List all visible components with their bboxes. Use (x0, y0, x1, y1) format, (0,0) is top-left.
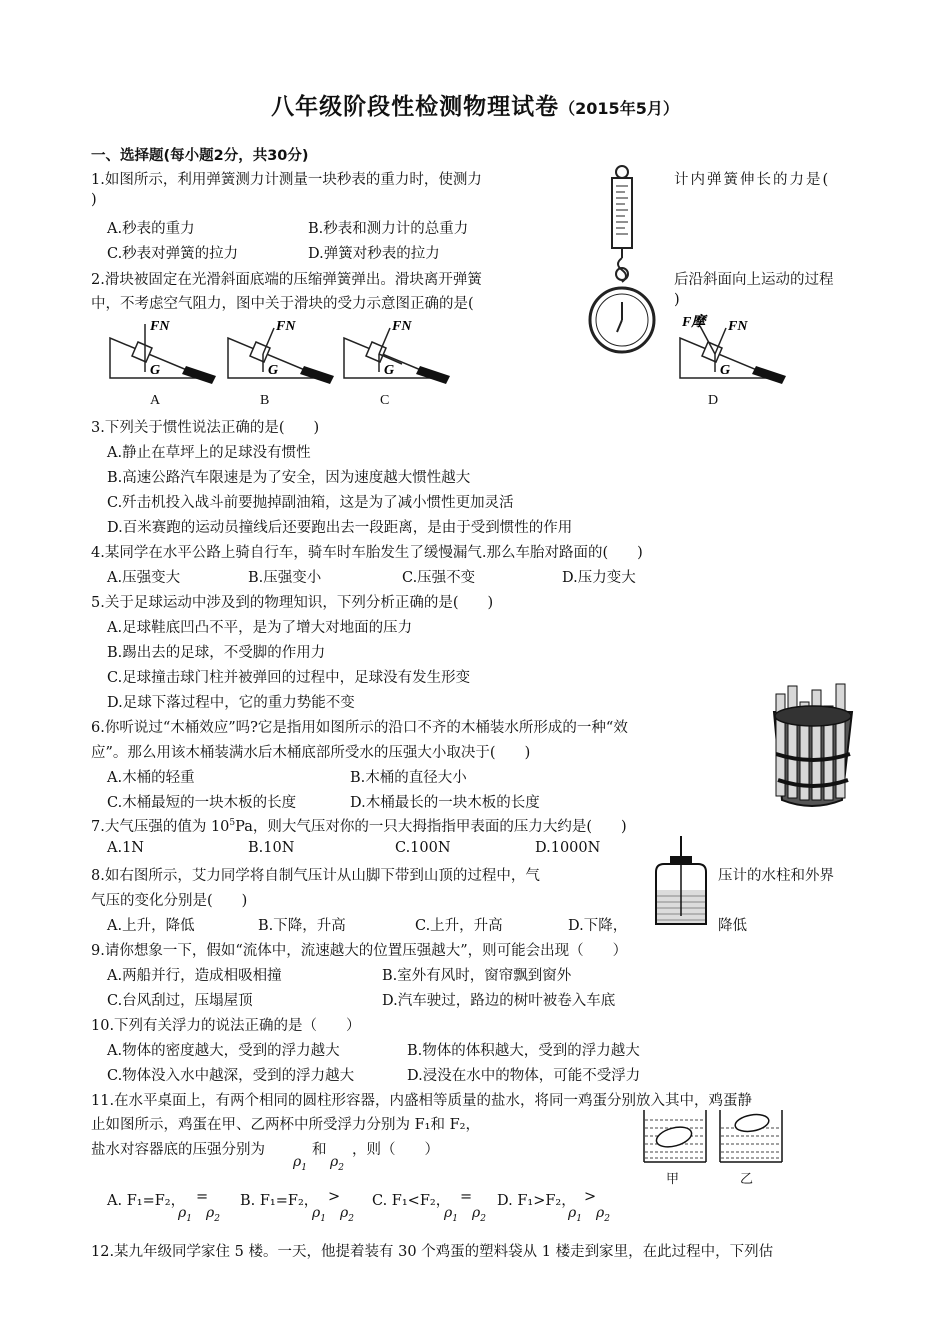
q1-stem-b: 计内弹簧伸长的力是( (674, 172, 831, 188)
q8-option-a: A.上升，降低 (107, 918, 195, 934)
incline-figure-a (108, 318, 218, 383)
force-label: G (268, 363, 279, 378)
q7-stem-pre: 7.大气压强的值为 10 (91, 819, 230, 835)
q1-option-c: C.秒表对弹簧的拉力 (107, 246, 239, 262)
force-label: G (720, 363, 731, 378)
beakers-figure (640, 1110, 790, 1165)
q8-stem-c: 气压的变化分别是( ) (91, 893, 248, 909)
q11-stem-c: 盐水对容器底的压强分别为 (91, 1142, 265, 1158)
q3-option-c: C.歼击机投入战斗前要抛掉副油箱，这是为了减小惯性更加灵活 (107, 495, 514, 511)
exam-title-main: 八年级阶段性检测物理试卷 (271, 94, 560, 120)
q4-option-b: B.压强变小 (248, 570, 322, 586)
q11-option-d: D. F₁>F₂， (497, 1193, 576, 1209)
incline-figure-b (226, 318, 336, 383)
fig-label-c: C (380, 393, 390, 408)
q11-option-b-rel: > (328, 1189, 341, 1205)
q2-stem-b: 后沿斜面向上运动的过程 (674, 272, 834, 288)
q4-option-a: A.压强变大 (107, 570, 181, 586)
rho-symbol: $\rho_1$ (293, 1154, 307, 1173)
section-heading: 一、选择题(每小题2分，共30分) (91, 148, 309, 164)
force-label: G (150, 363, 161, 378)
q9-stem: 9.请你想象一下，假如“流体中，流速越大的位置压强越大”，则可能会出现（ ） (91, 943, 628, 959)
force-label: FN (728, 319, 748, 334)
q11-stem-b: 止如图所示，鸡蛋在甲、乙两杯中所受浮力分别为 F₁和 F₂， (91, 1117, 480, 1133)
q8-option-d: D.下降， (568, 918, 628, 934)
q1-option-b: B.秒表和测力计的总重力 (308, 221, 469, 237)
q5-option-c: C.足球撞击球门柱并被弹回的过程中，足球没有发生形变 (107, 670, 471, 686)
cup-label-jia: 甲 (666, 1172, 680, 1187)
q11-stem-e: ，则（ ） (352, 1142, 439, 1158)
q7-stem (91, 815, 627, 836)
q7-option-d: D.1000N (535, 840, 601, 856)
spring-scale-figure (585, 162, 665, 362)
q11-option-a: A. F₁=F₂， (107, 1193, 186, 1209)
q5-stem: 5.关于足球运动中涉及到的物理知识，下列分析正确的是( ) (91, 595, 494, 611)
rho-symbol: $\rho_2$ (596, 1205, 610, 1224)
q4-option-c: C.压强不变 (402, 570, 476, 586)
q6-option-d: D.木桶最长的一块木板的长度 (350, 795, 540, 811)
q2-stem-c: 中，不考虑空气阻力，图中关于滑块的受力示意图正确的是( (91, 296, 474, 312)
wooden-bucket-figure (766, 684, 858, 810)
q3-stem: 3.下列关于惯性说法正确的是( ) (91, 420, 320, 436)
q8-stem-a: 8.如右图所示，艾力同学将自制气压计从山脚下带到山顶的过程中，气 (91, 868, 540, 884)
q11-option-d-rel: > (584, 1189, 597, 1205)
force-label: F摩 (682, 315, 706, 330)
q10-option-b: B.物体的体积越大，受到的浮力越大 (407, 1043, 640, 1059)
force-label: G (384, 363, 395, 378)
q5-option-d: D.足球下落过程中，它的重力势能不变 (107, 695, 355, 711)
q6-stem-b: 应”。那么用该木桶装满水后木桶底部所受水的压强大小取决于( ) (91, 745, 531, 761)
q7-option-c: C.100N (395, 840, 451, 856)
exam-title-date: （2015年5月） (559, 99, 679, 118)
q5-option-b: B.踢出去的足球，不受脚的作用力 (107, 645, 326, 661)
q8-option-c: C.上升，升高 (415, 918, 503, 934)
rho-symbol: $\rho_2$ (330, 1154, 344, 1173)
q5-option-a: A.足球鞋底凹凸不平，是为了增大对地面的压力 (107, 620, 413, 636)
q11-stem-d: 和 (312, 1142, 327, 1158)
q7-stem-post: Pa，则大气压对你的一只大拇指指甲表面的压力大约是( ) (235, 819, 627, 835)
rho-symbol: $\rho_2$ (472, 1205, 486, 1224)
q11-option-c-rel: = (460, 1189, 473, 1205)
q11-option-b: B. F₁=F₂， (240, 1193, 319, 1209)
q6-option-c: C.木桶最短的一块木板的长度 (107, 795, 297, 811)
q10-stem: 10.下列有关浮力的说法正确的是（ ） (91, 1018, 361, 1034)
q6-option-b: B.木桶的直径大小 (350, 770, 467, 786)
q3-option-b: B.高速公路汽车限速是为了安全，因为速度越大惯性越大 (107, 470, 471, 486)
force-label: FN (392, 319, 412, 334)
q9-option-c: C.台风刮过，压塌屋顶 (107, 993, 253, 1009)
cup-label-yi: 乙 (740, 1172, 754, 1187)
fig-label-b: B (260, 393, 270, 408)
q6-stem-a: 6.你听说过“木桶效应”吗?它是指用如图所示的沿口不齐的木桶装水所形成的一种“效 (91, 720, 628, 736)
force-label: FN (150, 319, 170, 334)
barometer-figure (650, 836, 712, 928)
rho-symbol: $\rho_1$ (312, 1205, 326, 1224)
fig-label-a: A (150, 393, 161, 408)
fig-label-d: D (708, 393, 719, 408)
q8-option-b: B.下降，升高 (258, 918, 346, 934)
incline-figure-c (342, 318, 452, 383)
incline-figure-d (678, 315, 788, 383)
q4-option-d: D.压力变大 (562, 570, 636, 586)
q12-stem: 12.某九年级同学家住 5 楼。一天，他提着装有 30 个鸡蛋的塑料袋从 1 楼走到家里，在此过程中，下列估 (91, 1244, 774, 1260)
q1-option-d: D.弹簧对秒表的拉力 (308, 246, 440, 262)
rho-symbol: $\rho_2$ (206, 1205, 220, 1224)
q7-option-a: A.1N (107, 840, 144, 856)
q9-option-b: B.室外有风时，窗帘飘到窗外 (382, 968, 572, 984)
q2-stem-d: ) (674, 292, 680, 308)
q9-option-d: D.汽车驶过，路边的树叶被卷入车底 (382, 993, 616, 1009)
rho-symbol: $\rho_2$ (340, 1205, 354, 1224)
q3-option-a: A.静止在草坪上的足球没有惯性 (107, 445, 311, 461)
q7-option-b: B.10N (248, 840, 295, 856)
q10-option-c: C.物体没入水中越深，受到的浮力越大 (107, 1068, 355, 1084)
q3-option-d: D.百米赛跑的运动员撞线后还要跑出去一段距离，是由于受到惯性的作用 (107, 520, 573, 536)
rho-symbol: $\rho_1$ (178, 1205, 192, 1224)
q8-option-d-tail: 降低 (718, 918, 747, 934)
q10-option-a: A.物体的密度越大，受到的浮力越大 (107, 1043, 340, 1059)
q1-stem-a: 1.如图所示，利用弹簧测力计测量一块秒表的重力时，使测力 (91, 172, 482, 188)
q2-stem-a: 2.滑块被固定在光滑斜面底端的压缩弹簧弹出。滑块离开弹簧 (91, 272, 482, 288)
q4-stem: 4.某同学在水平公路上骑自行车，骑车时车胎发生了缓慢漏气.那么车胎对路面的( ) (91, 545, 643, 561)
q1-option-a: A.秒表的重力 (107, 221, 195, 237)
q7-stem-sup: 5 (229, 818, 236, 829)
q10-option-d: D.浸没在水中的物体，可能不受浮力 (407, 1068, 641, 1084)
rho-symbol: $\rho_1$ (568, 1205, 582, 1224)
exam-title (0, 88, 950, 121)
rho-symbol: $\rho_1$ (444, 1205, 458, 1224)
force-label: FN (276, 319, 296, 334)
q11-stem-a: 11.在水平桌面上，有两个相同的圆柱形容器，内盛相等质量的盐水，将同一鸡蛋分别放入其中，鸡蛋静 (91, 1093, 753, 1109)
q11-option-a-rel: = (196, 1189, 209, 1205)
q9-option-a: A.两船并行，造成相吸相撞 (107, 968, 282, 984)
q6-option-a: A.木桶的轻重 (107, 770, 195, 786)
q8-stem-b: 压计的水柱和外界 (718, 868, 834, 884)
q1-stem-c: ) (91, 192, 97, 208)
q11-option-c: C. F₁<F₂， (372, 1193, 451, 1209)
